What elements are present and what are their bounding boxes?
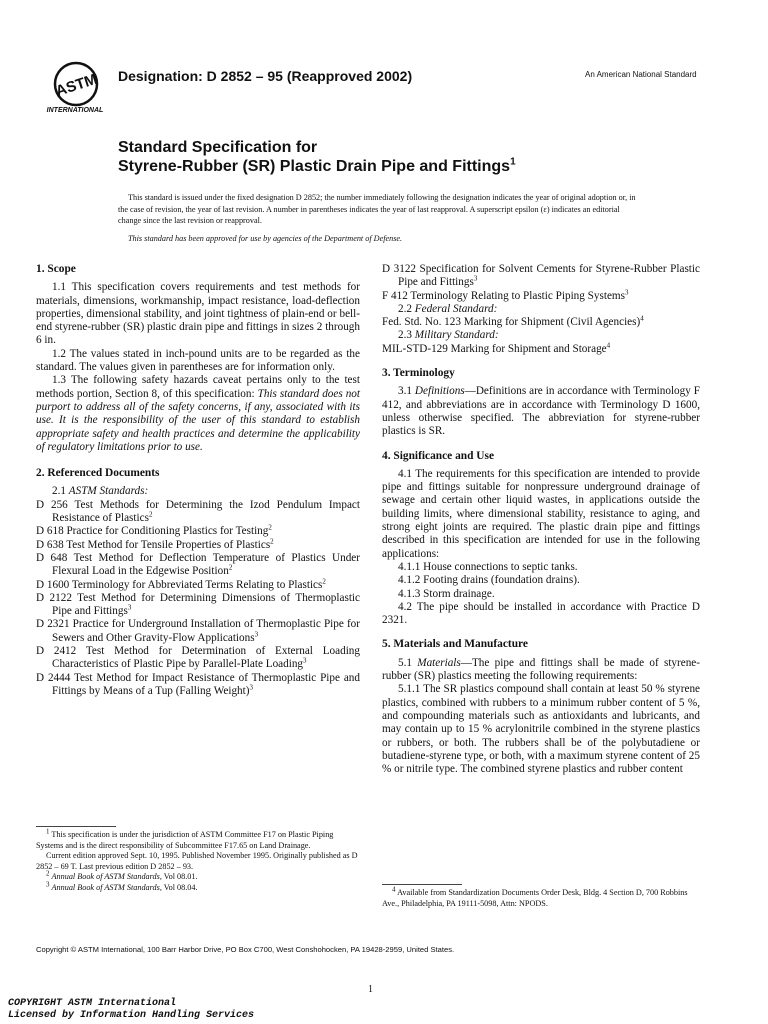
footnote-book-title: Annual Book of ASTM Standards xyxy=(51,872,160,882)
paragraph-2-1 xyxy=(36,485,360,498)
reference-item xyxy=(36,672,360,699)
paragraph-5-1-text: —The pipe and fittings shall be made of styrene-rubber (SR) plastics meeting the following requirements: xyxy=(382,656,700,683)
logo-subtitle: INTERNATIONAL xyxy=(46,107,104,114)
reference-footnote-mark: 3 xyxy=(249,683,253,692)
reference-item xyxy=(36,536,360,552)
reference-footnote-mark: 3 xyxy=(254,629,259,638)
reference-footnote-mark: 2 xyxy=(322,576,326,585)
section-heading-scope: 1. Scope xyxy=(36,263,76,275)
reference-footnote-mark: 2 xyxy=(268,523,272,532)
national-standard-note: An American National Standard xyxy=(585,70,697,79)
paragraph-2-3-num: 2.3 xyxy=(398,329,415,342)
paragraph-2-1-num: 2.1 xyxy=(52,485,69,498)
footnote-mark: 3 xyxy=(46,880,50,889)
reference-text: D 618 Practice for Conditioning Plastics for Testing xyxy=(36,525,269,538)
reference-item xyxy=(36,645,360,672)
military-standard-text: MIL-STD-129 Marking for Shipment and Storage xyxy=(382,342,607,355)
military-standard-label: Military Standard: xyxy=(414,329,499,342)
paragraph-3-1-num: 3.1 xyxy=(398,385,415,398)
reference-item xyxy=(382,287,700,303)
reference-text: D 256 Test Methods for Determining the Izod Pendulum Impact Resistance of Plastics xyxy=(36,498,360,525)
materials-label: Materials xyxy=(417,656,461,669)
reference-item xyxy=(36,552,360,579)
reference-footnote-mark: 2 xyxy=(148,510,153,519)
reference-footnote-mark: 4 xyxy=(606,341,611,350)
footnote-volume: , Vol 08.01. xyxy=(159,872,198,882)
reference-footnote-mark: 3 xyxy=(473,274,478,283)
paragraph-5-1-1: 5.1.1 The SR plastics compound shall contain at least 50 % styrene plastics, combined with rubbers to a minimum rubber content of 5 %, and compounding materials such as antioxidants and lubricants, and may contain up to 15 % acrylonitrile combined in the styrene plastics or rubbers, or both. The rubbers shall be of the polybutadiene or butadiene-styrene type, or both, with a maximum styrene content of 25 % or nitrile type. The combined styrene plastics and rubber content xyxy=(382,683,700,776)
left-column xyxy=(36,263,360,698)
paragraph-2-2 xyxy=(382,303,700,316)
license-stamp xyxy=(8,998,254,1022)
paragraph-1-3 xyxy=(36,374,360,454)
svg-text:ASTM: ASTM xyxy=(53,70,100,101)
section-heading-significance: 4. Significance and Use xyxy=(382,449,495,462)
right-column xyxy=(382,263,700,776)
footnote-2 xyxy=(36,869,360,883)
reference-item xyxy=(382,263,700,290)
title-footnote-mark: 1 xyxy=(510,156,516,168)
footnote-text: Available from Standardization Documents Order Desk, Bldg. 4 Section D, 700 Robbins Ave., Philadelphia, PA 19111-5098, Attn: NPODS. xyxy=(382,888,688,908)
reference-item xyxy=(36,576,360,592)
paragraph-2-2-num: 2.2 xyxy=(398,302,415,315)
reference-item xyxy=(36,499,360,526)
footnote-volume: , Vol 08.04. xyxy=(159,882,198,892)
title-line-1: Standard Specification for xyxy=(118,139,318,156)
paragraph-1-2: 1.2 The values stated in inch-pound units are to be regarded as the standard. The values given in parentheses are for information only. xyxy=(36,347,360,374)
reference-item xyxy=(36,525,360,538)
footnote-3 xyxy=(36,880,360,894)
designation: Designation: D 2852 – 95 (Reapproved 2002) xyxy=(118,68,413,84)
paragraph-1-1: 1.1 This specification covers requirements and test methods for materials, dimensions, workmanship, impact resistance, load-deflection properties, dimensional stability, and joint tightness of plain-end or bell-end styrene-rubber (SR) plastic drain pipe and fittings in sizes 2 through 6 in. xyxy=(36,281,360,347)
paragraph-4-2: 4.2 The pipe should be installed in accordance with Practice D 2321. xyxy=(382,600,700,627)
astm-standards-label: ASTM Standards: xyxy=(68,485,149,498)
footnotes-left xyxy=(36,827,360,894)
reference-text: D 2122 Test Method for Determining Dimensions of Thermoplastic Pipe and Fittings xyxy=(36,591,360,618)
federal-standard-text: Fed. Std. No. 123 Marking for Shipment (Civil Agencies) xyxy=(382,316,641,329)
federal-standard-item xyxy=(382,316,700,329)
copyright-line: Copyright © ASTM International, 100 Barr Harbor Drive, PO Box C700, West Conshohocken, PA 19428-2959, United States. xyxy=(36,945,455,954)
footnote-mark: 1 xyxy=(46,827,50,836)
reference-text: D 2321 Practice for Underground Installation of Thermoplastic Pipe for Sewers and Other Gravity-Flow Applications xyxy=(36,618,360,644)
footnotes-right xyxy=(382,885,700,909)
document-title xyxy=(118,138,516,176)
reference-item xyxy=(36,592,360,619)
reference-footnote-mark: 3 xyxy=(127,603,132,612)
reference-footnote-mark: 3 xyxy=(303,656,307,665)
footnote-4 xyxy=(382,885,700,909)
issuance-note xyxy=(118,192,642,250)
reference-text: D 2412 Test Method for Determination of External Loading Characteristics of Plastic Pipe by Parallel-Plate Loading xyxy=(36,645,360,671)
astm-logo xyxy=(36,60,114,120)
page-number: 1 xyxy=(368,984,373,995)
section-heading-referenced-docs: 2. Referenced Documents xyxy=(36,467,160,480)
title-line-2: Styrene-Rubber (SR) Plastic Drain Pipe and Fittings xyxy=(118,158,511,175)
dod-approval-note: This standard has been approved for use by agencies of the Department of Defense. xyxy=(128,233,403,243)
footnote-book-title: Annual Book of ASTM Standards xyxy=(51,882,160,892)
section-heading-materials: 5. Materials and Manufacture xyxy=(382,638,528,651)
paragraph-2-3 xyxy=(382,329,700,342)
paragraph-4-1-3: 4.1.3 Storm drainage. xyxy=(398,587,495,600)
reference-footnote-mark: 3 xyxy=(624,287,629,296)
reference-text: D 3122 Specification for Solvent Cements for Styrene-Rubber Plastic Pipe and Fittings xyxy=(382,263,700,289)
reference-text: D 638 Test Method for Tensile Properties of Plastics xyxy=(36,538,271,551)
section-heading-terminology: 3. Terminology xyxy=(382,367,455,380)
reference-text: D 1600 Terminology for Abbreviated Terms Relating to Plastics xyxy=(36,578,323,591)
reference-text: D 2444 Test Method for Impact Resistance of Thermoplastic Pipe and Fittings by Means of a Tup (Falling Weight) xyxy=(36,671,360,697)
footnote-1-edition: Current edition approved Sept. 10, 1995. Published November 1995. Originally published as D 2852 – 69 T. Last previous edition D 2852 – 93. xyxy=(36,851,358,871)
issuance-paragraph: This standard is issued under the fixed designation D 2852; the number immediately following the designation indicates the year of original adoption or, in the case of revision, the year of last revision. A number in parentheses indicates the year of last reapproval. A superscript epsilon (ε) indicates an editorial change since the last revision or reapproval. xyxy=(118,193,636,225)
paragraph-4-1: 4.1 The requirements for this specification are intended to provide pipe and fittings suitable for nonpressure underground drainage of sewage and certain other liquid wastes, in applications outside the building limits, where dimensional stability, resistance to aging, and strong eight joints are required. The plastic drain pipe and fittings described in this specification are intended for use in the following applications: xyxy=(382,467,700,560)
paragraph-3-1 xyxy=(382,385,700,438)
referenced-documents-list xyxy=(36,499,360,698)
footnote-text: This specification is under the jurisdiction of ASTM Committee F17 on Plastic Piping Systems and is the direct responsibility of Subcommittee F17.65 on Land Drainage. xyxy=(36,830,334,850)
reference-footnote-mark: 4 xyxy=(640,314,644,323)
footnote-mark: 2 xyxy=(46,869,50,878)
paragraph-5-1 xyxy=(382,657,700,684)
paragraph-1-3-text: 1.3 The following safety hazards caveat pertains only to the test methods portion, Section 8, of this specification: xyxy=(36,374,360,400)
license-line-1: COPYRIGHT ASTM International xyxy=(8,998,177,1009)
safety-caveat: This standard does not purport to address all of the safety concerns, if any, associated with its use. It is the responsibility of the user of this standard to establish appropriate safety and health practices and determine the applicability of regulatory limitations prior to use. xyxy=(36,387,360,453)
license-line-2: Licensed by Information Handling Services xyxy=(8,1010,255,1021)
reference-footnote-mark: 2 xyxy=(228,563,233,572)
reference-item xyxy=(36,618,360,645)
footnote-1 xyxy=(36,827,360,851)
reference-text: F 412 Terminology Relating to Plastic Piping Systems xyxy=(382,289,625,302)
military-standard-item xyxy=(382,343,700,356)
reference-text: D 648 Test Method for Deflection Temperature of Plastics Under Flexural Load in the Edgewise Position xyxy=(36,551,360,578)
paragraph-4-1-1: 4.1.1 House connections to septic tanks. xyxy=(398,560,578,573)
definitions-label: Definitions xyxy=(414,385,465,398)
paragraph-5-1-num: 5.1 xyxy=(398,656,418,669)
footnote-mark: 4 xyxy=(392,885,396,894)
federal-standard-label: Federal Standard: xyxy=(414,302,498,315)
paragraph-4-1-2: 4.1.2 Footing drains (foundation drains). xyxy=(398,574,580,587)
paragraph-3-1-text: —Definitions are in accordance with Terminology F 412, and abbreviations are in accordance with Terminology D 1600, unless otherwise specified. The abbreviation for styrene-rubber plastics is SR. xyxy=(382,385,700,438)
reference-footnote-mark: 2 xyxy=(270,536,274,545)
